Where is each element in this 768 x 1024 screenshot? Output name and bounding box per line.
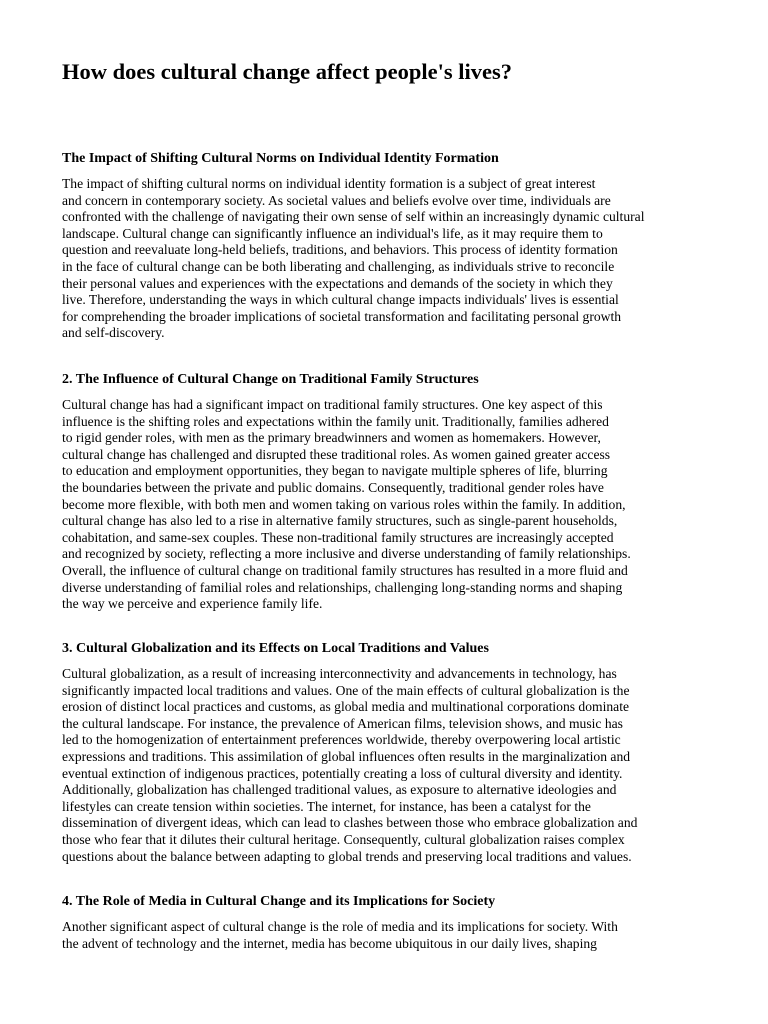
text-line: those who fear that it dilutes their cultural heritage. Consequently, cultural globalization raises complex — [62, 831, 625, 847]
text-line: Cultural globalization, as a result of increasing interconnectivity and advancements in technology, has — [62, 666, 617, 681]
text-line: cultural change has also led to a rise in alternative family structures, such as single-parent households, — [62, 513, 618, 529]
text-line: for comprehending the broader implications of societal transformation and facilitating personal growth — [62, 308, 622, 324]
section-media-role — [62, 893, 710, 952]
text-line: live. Therefore, understanding the ways in which cultural change impacts individuals' lives is essential — [62, 292, 619, 308]
text-line: and self-discovery. — [62, 325, 165, 341]
text-line: significantly impacted local traditions and values. One of the main effects of cultural globalization is the — [62, 682, 630, 698]
text-line: in the face of cultural change can be both liberating and challenging, as individuals strive to reconcile — [62, 258, 615, 274]
text-line: question and reevaluate long-held beliefs, traditions, and behaviors. This process of identity formation — [62, 242, 618, 258]
text-line: influence is the shifting roles and expectations within the family unit. Traditionally, families adhered — [62, 413, 609, 429]
text-line: and concern in contemporary society. As societal values and beliefs evolve over time, individuals are — [62, 192, 611, 208]
text-line: their personal values and experiences with the expectations and demands of the society in which they — [62, 275, 613, 291]
text-line: cultural change has challenged and disrupted these traditional roles. As women gained greater access — [62, 446, 611, 462]
section-paragraph — [62, 666, 710, 865]
text-line: and recognized by society, reflecting a more inclusive and diverse understanding of family relationships. — [62, 546, 631, 562]
text-line: dissemination of divergent ideas, which can lead to clashes between those who embrace globalization and — [62, 815, 638, 831]
page-title: How does cultural change affect people's lives? — [62, 59, 512, 84]
text-line: the boundaries between the private and public domains. Consequently, traditional gender roles have — [62, 479, 604, 495]
section-heading: 2. The Influence of Cultural Change on Traditional Family Structures — [62, 372, 479, 387]
text-line: Overall, the influence of cultural change on traditional family structures has resulted in a more fluid and — [62, 562, 628, 578]
section-cultural-globalization — [62, 640, 710, 865]
text-line: eventual extinction of indigenous practices, potentially creating a loss of cultural diversity and identity. — [62, 765, 623, 781]
text-line: landscape. Cultural change can significantly influence an individual's life, as it may require them to — [62, 225, 603, 241]
text-line: to education and employment opportunities, they began to navigate multiple spheres of life, blurring — [62, 463, 608, 479]
text-line: confronted with the challenge of navigating their own sense of self within an increasingly dynamic cultural — [62, 209, 645, 225]
section-family-structures — [62, 371, 710, 613]
section-paragraph — [62, 397, 710, 613]
text-line: become more flexible, with both men and women taking on various roles within the family. In addition, — [62, 496, 626, 512]
text-line: cohabitation, and same-sex couples. These non-traditional family structures are increasingly accepted — [62, 529, 614, 545]
section-heading: 4. The Role of Media in Cultural Change and its Implications for Society — [62, 894, 496, 909]
text-line: led to the homogenization of entertainment preferences worldwide, thereby overpowering local artistic — [62, 732, 621, 748]
section-paragraph — [62, 176, 710, 342]
text-line: diverse understanding of familial roles and relationships, challenging long-standing norms and shaping — [62, 579, 623, 595]
text-line: Cultural change has had a significant impact on traditional family structures. One key aspect of this — [62, 397, 603, 412]
text-line: expressions and traditions. This assimilation of global influences often results in the marginalization and — [62, 748, 631, 764]
section-paragraph — [62, 919, 710, 952]
section-identity-formation — [62, 150, 710, 342]
text-line: Additionally, globalization has challenged traditional values, as exposure to alternative ideologies and — [62, 782, 617, 798]
text-line: Another significant aspect of cultural change is the role of media and its implications for society. With — [62, 919, 618, 934]
section-heading: 3. Cultural Globalization and its Effects on Local Traditions and Values — [62, 641, 489, 656]
text-line: lifestyles can create tension within societies. The internet, for instance, has been a catalyst for the — [62, 798, 591, 814]
text-line: the advent of technology and the internet, media has become ubiquitous in our daily lives, shaping — [62, 935, 597, 951]
text-line: questions about the balance between adapting to global trends and preserving local traditions and values. — [62, 848, 632, 864]
text-line: the cultural landscape. For instance, the prevalence of American films, television shows, and music has — [62, 715, 623, 731]
text-line: to rigid gender roles, with men as the primary breadwinners and women as homemakers. However, — [62, 430, 601, 446]
text-line: erosion of distinct local practices and customs, as global media and multinational corporations dominate — [62, 699, 630, 715]
text-line: the way we perceive and experience family life. — [62, 596, 323, 612]
section-heading: The Impact of Shifting Cultural Norms on Individual Identity Formation — [62, 151, 499, 166]
text-line: The impact of shifting cultural norms on individual identity formation is a subject of great interest — [62, 176, 596, 191]
